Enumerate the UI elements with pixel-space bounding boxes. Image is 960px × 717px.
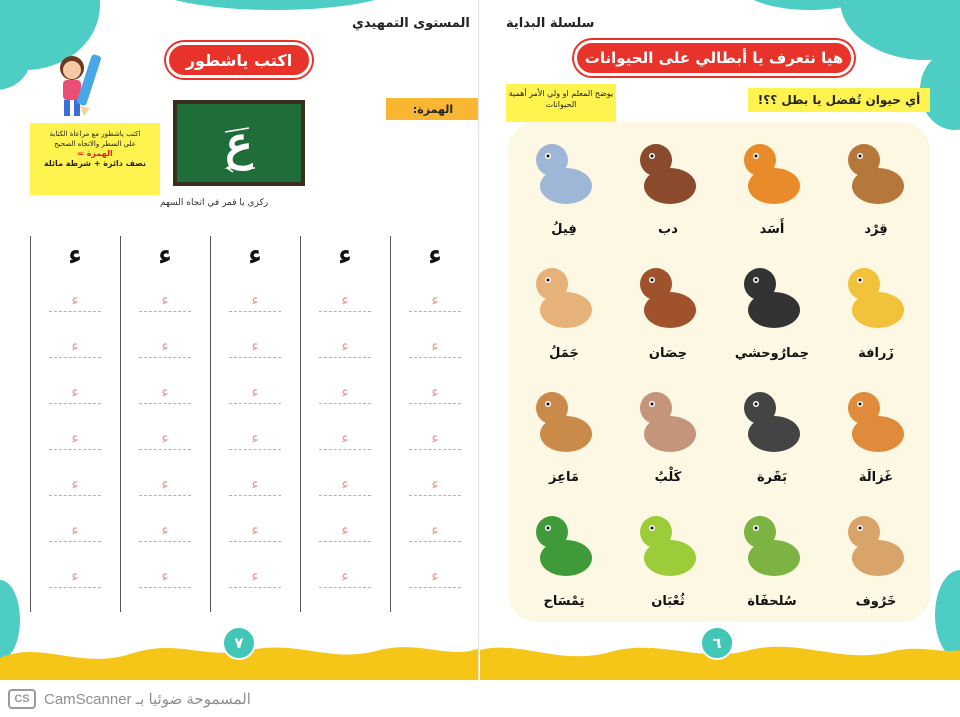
animal-card[interactable] [826,498,926,616]
trace-row[interactable] [229,384,281,404]
bear-icon [628,132,708,216]
trace-row[interactable] [49,568,101,588]
trace-letter: ء [71,428,79,447]
trace-letter: ء [161,428,169,447]
turtle-icon [732,504,812,588]
trace-letter: ء [341,336,349,355]
animal-name: تِمْسَاح [543,594,585,609]
trace-letter: ء [71,474,79,493]
level-title: المستوى التمهيدي [352,16,470,31]
trace-row[interactable] [139,338,191,358]
trace-letter: ء [71,336,79,355]
trace-row[interactable] [49,430,101,450]
letter-label: الهمزة: [386,98,480,120]
animal-name: خَرُوف [855,594,897,609]
tracing-column [225,236,285,612]
crocodile-icon [524,504,604,588]
trace-row[interactable] [229,338,281,358]
series-title: سلسلة البداية [506,16,595,31]
trace-letter: ء [71,566,79,585]
page-number: ٧ [222,626,256,660]
animal-card[interactable] [514,250,614,368]
animal-name: حِصَان [648,346,688,361]
animals-banner: هيا نتعرف يا أبطالي على الحيوانات [574,40,854,76]
instruction-formula: نصف دائرة + شرطة مائلة [43,159,147,168]
animal-name: غَزالَة [858,470,894,485]
animal-name: مَاعِز [549,470,579,485]
column-separator [210,236,211,612]
trace-letter: ء [431,474,439,493]
trace-letter: ء [251,474,259,493]
trace-letter: ء [431,290,439,309]
animal-card[interactable] [618,250,718,368]
camel-icon [524,256,604,340]
animal-card[interactable] [618,126,718,244]
trace-row[interactable] [319,292,371,312]
instruction-highlight: الهمزة = [77,149,113,158]
trace-letter: ء [161,520,169,539]
animal-name: زَرافة [858,346,894,361]
page-number: ٦ [700,626,734,660]
camscanner-logo: CS [8,689,36,709]
monkey-icon [836,132,916,216]
trace-row[interactable] [319,568,371,588]
trace-row[interactable] [49,476,101,496]
trace-row[interactable] [409,292,461,312]
animal-name: جَمَلُ [549,346,579,361]
trace-letter: ء [251,566,259,585]
trace-row[interactable] [49,522,101,542]
trace-row[interactable] [409,522,461,542]
animal-card[interactable] [514,126,614,244]
animal-name: أَسَد [759,222,785,237]
trace-letter: ء [161,290,169,309]
model-letter: ء [428,238,442,271]
animal-card[interactable] [722,498,822,616]
trace-letter: ء [341,382,349,401]
animal-card[interactable] [722,126,822,244]
trace-row[interactable] [139,522,191,542]
trace-letter: ء [341,290,349,309]
trace-letter: ء [251,382,259,401]
trace-row[interactable] [229,476,281,496]
tracing-column [405,236,465,612]
trace-letter: ء [341,566,349,585]
tracing-column [135,236,195,612]
trace-letter: ء [251,290,259,309]
animal-card[interactable] [618,374,718,492]
animal-card[interactable] [514,498,614,616]
trace-row[interactable] [49,292,101,312]
trace-letter: ء [161,336,169,355]
chalkboard [173,100,305,186]
trace-letter: ء [71,520,79,539]
trace-letter: ء [251,336,259,355]
trace-letter: ء [161,474,169,493]
animal-card[interactable] [826,126,926,244]
animal-card[interactable] [514,374,614,492]
tracing-grid [30,236,450,612]
trace-letter: ء [251,428,259,447]
model-letter: ء [338,238,352,271]
model-letter: ء [158,238,172,271]
giraffe-icon [836,256,916,340]
animal-card[interactable] [722,250,822,368]
trace-row[interactable] [49,384,101,404]
animal-card[interactable] [722,374,822,492]
trace-letter: ء [431,520,439,539]
trace-row[interactable] [319,384,371,404]
instruction-line: اكتب ياشطور مع مراعاة الكتابة [49,130,141,138]
trace-row[interactable] [319,476,371,496]
trace-row[interactable] [319,338,371,358]
animal-name: كَلْبُ [654,470,682,485]
arrow-icon [195,118,291,178]
instruction-line: على السطر والاتجاه الصحيح [54,140,136,148]
trace-row[interactable] [409,384,461,404]
trace-row[interactable] [139,430,191,450]
animal-card[interactable] [618,498,718,616]
chalkboard-letter: ع [225,116,253,170]
snake-icon [628,504,708,588]
model-letter: ء [68,238,82,271]
lion-icon [732,132,812,216]
trace-letter: ء [71,382,79,401]
animal-card[interactable] [826,250,926,368]
horse-icon [628,256,708,340]
animal-name: ثُعْبَان [651,594,685,609]
trace-letter: ء [431,336,439,355]
model-letter: ء [248,238,262,271]
trace-row[interactable] [319,430,371,450]
animal-name: سُلحفَاة [747,594,797,609]
trace-row[interactable] [229,430,281,450]
trace-row[interactable] [139,292,191,312]
column-separator [390,236,391,612]
teal-corner-decoration [840,0,960,60]
trace-row[interactable] [409,338,461,358]
trace-row[interactable] [229,568,281,588]
trace-letter: ء [71,290,79,309]
column-separator [300,236,301,612]
trace-letter: ء [161,566,169,585]
trace-row[interactable] [139,384,191,404]
scanner-watermark [0,680,960,717]
tracing-column [315,236,375,612]
trace-row[interactable] [139,568,191,588]
trace-letter: ء [431,428,439,447]
animal-name: قِرْد [864,222,888,237]
trace-row[interactable] [319,522,371,542]
trace-row[interactable] [229,292,281,312]
sheep-icon [836,504,916,588]
goat-icon [524,380,604,464]
trace-row[interactable] [229,522,281,542]
instruction-note [30,123,160,195]
zebra-icon [732,256,812,340]
trace-letter: ء [431,382,439,401]
trace-row[interactable] [139,476,191,496]
elephant-icon [524,132,604,216]
tracing-column [45,236,105,612]
cow-icon [732,380,812,464]
animal-card[interactable] [826,374,926,492]
teal-corner-decoration [150,0,400,10]
trace-letter: ء [341,474,349,493]
trace-row[interactable] [409,476,461,496]
trace-letter: ء [251,520,259,539]
column-separator [120,236,121,612]
dog-icon [628,380,708,464]
trace-row[interactable] [49,338,101,358]
animal-name: بَقَرة [757,470,787,485]
favorite-animal-question: أي حيوان تُفضل يا بطل ؟؟! [748,88,930,112]
teacher-note: يوضح المعلم او ولي الأمر أهمية الحيوانات [506,84,616,122]
trace-letter: ء [341,520,349,539]
left-page [0,0,480,680]
animal-name: فِيلُ [551,222,577,237]
deer-icon [836,380,916,464]
trace-letter: ء [431,566,439,585]
write-banner: اكتب ياشطور [166,42,312,78]
animals-panel [508,122,930,622]
girl-with-pencil-illustration [50,50,110,120]
scanner-text: CamScanner المسموحة ضوئيا بـ [44,690,251,708]
right-page [480,0,960,680]
trace-letter: ء [161,382,169,401]
focus-caption: ركزي يا قمر في اتجاه السهم [160,198,269,208]
column-separator [30,236,31,612]
trace-row[interactable] [409,430,461,450]
trace-row[interactable] [409,568,461,588]
trace-letter: ء [341,428,349,447]
animal-name: دب [658,222,678,237]
animal-name: حِمارُوحشي [734,346,810,361]
